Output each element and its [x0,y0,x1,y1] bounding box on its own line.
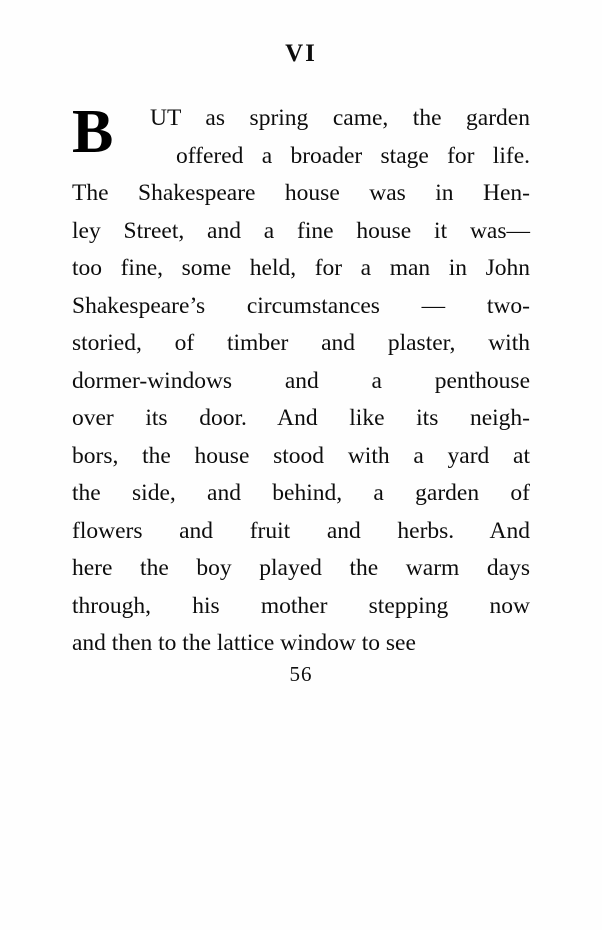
text-line: the side, and behind, a garden of [72,480,530,506]
text-line: Shakespeare’s circumstances — two- [72,292,530,319]
text-line: offered a broader stage for life. [176,142,530,169]
text-line: storied, of timber and plaster, with [72,330,530,356]
drop-cap: B [72,98,114,166]
paragraph [72,100,530,663]
text-line: and then to the lattice window to see [72,630,416,656]
text-line: here the boy played the warm days [72,555,530,581]
text-line: over its door. And like its neigh- [72,405,530,431]
text-line: through, his mother stepping now [72,592,530,619]
chapter-number: VI [285,40,317,67]
text-line: too fine, some held, for a man in John [72,255,530,281]
text-line: ley Street, and a fine house it was— [72,217,530,244]
text-line: dormer-windows and a penthouse [72,367,530,394]
text-line: bors, the house stood with a yard at [72,442,530,469]
text-line: The Shakespeare house was in Hen- [72,180,530,206]
body-text-block [72,100,530,663]
text-line: UT as spring came, the garden [150,105,530,131]
text-line: flowers and fruit and herbs. And [72,517,530,544]
page-number: 56 [289,662,313,686]
